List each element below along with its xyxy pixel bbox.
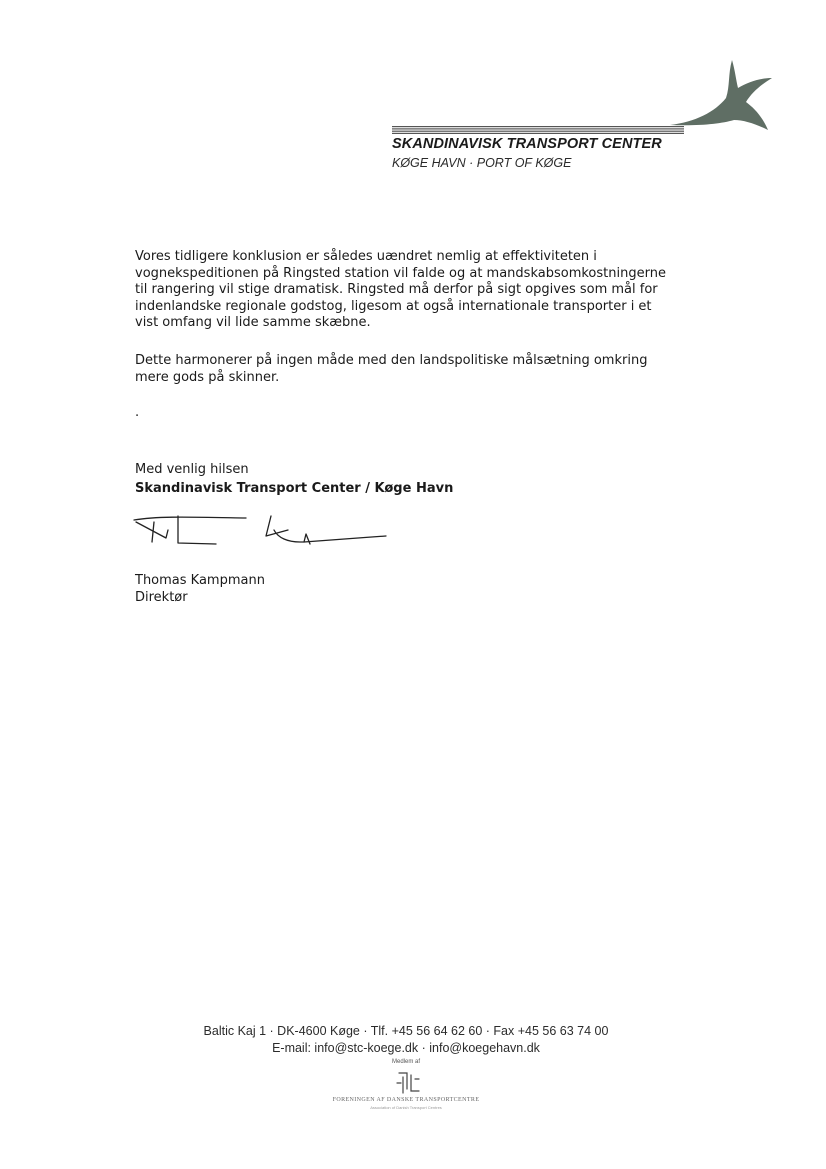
signer-name: Thomas Kampmann [135, 573, 265, 588]
paragraph-line: vognekspeditionen på Ringsted station vil falde og at mandskabsomkostningerne [135, 265, 666, 281]
org-subtitle: KØGE HAVN · PORT OF KØGE [392, 156, 572, 170]
footer-address: Baltic Kaj 1 · DK-4600 Køge · Tlf. +45 56 64 62 60 · Fax +45 56 63 74 00 [203, 1024, 609, 1038]
member-label: Medlem af [391, 1059, 420, 1065]
sender-name: Skandinavisk Transport Center / Køge Havn [135, 481, 454, 496]
body-paragraph-2 [135, 353, 715, 386]
signer-title: Direktør [135, 590, 188, 605]
paragraph-line: indenlandske regionale godstog, ligesom at også internationale transporter i et [135, 298, 652, 314]
paragraph-line: vist omfang vil lide samme skæbne. [135, 315, 371, 330]
paragraph-line: til rangering vil stige dramatisk. Ringsted må derfor på sigt opgives som mål for [135, 282, 658, 297]
paragraph-line: Dette harmonerer på ingen måde med den landspolitiske målsætning omkring [135, 353, 648, 368]
member-organization-subtitle: Association of Danish Transport Centres [370, 1105, 442, 1110]
footer-email: E-mail: info@stc-koege.dk · info@koegehavn.dk [272, 1041, 540, 1055]
closing-greeting: Med venlig hilsen [135, 462, 249, 477]
paragraph-line: mere gods på skinner. [135, 369, 280, 385]
handwritten-signature [128, 508, 398, 558]
bird-logo-icon [660, 50, 780, 140]
member-organization: FORENINGEN AF DANSKE TRANSPORTCENTRE [332, 1097, 480, 1103]
fdt-logo-icon [393, 1069, 423, 1095]
paragraph-line: Vores tidligere konklusion er således uændret nemlig at effektiviteten i [135, 249, 597, 264]
body-paragraph-1 [135, 249, 715, 332]
letterhead-rule [392, 126, 684, 134]
org-name: SKANDINAVISK TRANSPORT CENTER [392, 136, 662, 152]
stray-dot: . [135, 405, 140, 420]
